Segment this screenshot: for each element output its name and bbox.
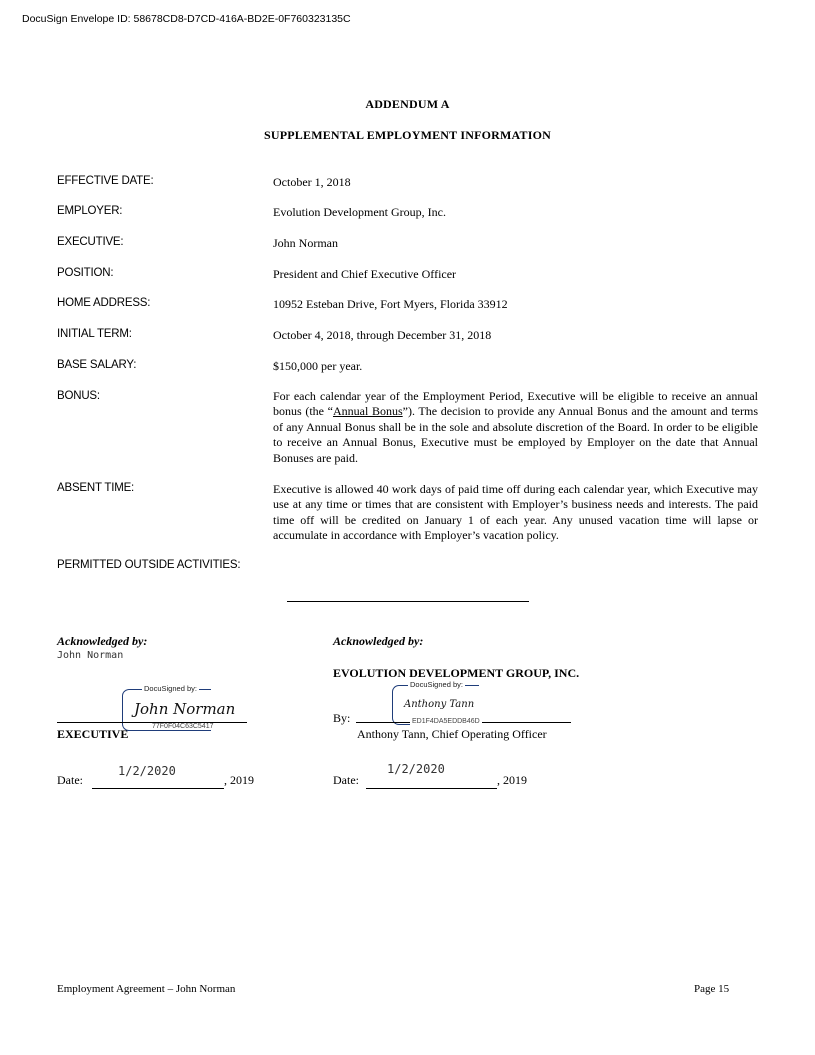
home-address-label: HOME ADDRESS:: [57, 297, 151, 309]
left-printed-name: John Norman: [57, 650, 124, 661]
permitted-outside-label: PERMITTED OUTSIDE ACTIVITIES:: [57, 559, 241, 571]
initial-term-value: October 4, 2018, through December 31, 2018: [273, 328, 492, 342]
executive-role-label: EXECUTIVE: [57, 727, 129, 741]
left-year-suffix: , 2019: [224, 773, 254, 787]
bonus-paragraph: [273, 389, 758, 466]
left-signature: John Norman: [134, 700, 236, 718]
effective-date-value: October 1, 2018: [273, 175, 351, 189]
employer-label: EMPLOYER:: [57, 205, 123, 217]
left-signature-id: 77F0F04C63C5417: [152, 723, 214, 730]
executive-label: EXECUTIVE:: [57, 236, 124, 248]
footer-page-number: Page 15: [694, 983, 730, 995]
position-value: President and Chief Executive Officer: [273, 267, 457, 281]
bonus-label: BONUS:: [57, 390, 100, 402]
executive-value: John Norman: [273, 236, 338, 250]
bonus-text-pre: For each calendar year of the Employment Period, Executive will be eligible to receive an annual bonus (the “: [273, 389, 758, 419]
absent-time-paragraph: Executive is allowed 40 work days of paid time off during each calendar year, which Executive may use at any time or times that are consistent with Employer’s business needs and interests. The paid time off will be credited on January 1 of each year. Any unused vacation time will lapse or accumulate in accordance with Employer’s vacation policy.: [273, 482, 758, 543]
effective-date-label: EFFECTIVE DATE:: [57, 175, 154, 187]
by-label: By:: [333, 711, 351, 725]
right-acknowledged-label: Acknowledged by:: [333, 634, 424, 648]
absent-time-label: ABSENT TIME:: [57, 482, 135, 494]
permitted-outside-line: [287, 601, 529, 602]
left-docusigned-label: DocuSigned by:: [144, 684, 197, 693]
home-address-value: 10952 Esteban Drive, Fort Myers, Florida 33912: [273, 297, 508, 311]
right-signature: Anthony Tann: [404, 699, 475, 710]
position-label: POSITION:: [57, 267, 114, 279]
left-date-value: 1/2/2020: [118, 764, 176, 778]
right-signer-name: Anthony Tann, Chief Operating Officer: [357, 727, 547, 741]
bonus-text-post: ”). The decision to provide any Annual Bonus and the amount and terms of any Annual Bonus shall be in the sole and absolute discretion of the Board. In order to be eligible to receive an Annual Bonus, Executive must be employed by Employer on the date that Annual Bonuses are paid.: [273, 404, 759, 465]
left-date-line: [92, 788, 224, 789]
right-signature-id: ED1F4DA5EDDB46D: [412, 718, 480, 725]
footer-title: Employment Agreement – John Norman: [57, 983, 236, 995]
document-subtitle: SUPPLEMENTAL EMPLOYMENT INFORMATION: [263, 128, 551, 142]
document-title: ADDENDUM A: [365, 97, 450, 111]
right-date-value: 1/2/2020: [387, 762, 445, 776]
left-acknowledged-label: Acknowledged by:: [57, 634, 148, 648]
initial-term-label: INITIAL TERM:: [57, 328, 132, 340]
right-year-suffix: , 2019: [497, 773, 527, 787]
right-date-label: Date:: [333, 773, 359, 787]
left-date-label: Date:: [57, 773, 83, 787]
docusign-envelope-id: DocuSign Envelope ID: 58678CD8-D7CD-416A-BD2E-0F760323135C: [22, 13, 351, 25]
bonus-defined-term: Annual Bonus: [332, 404, 403, 419]
employer-value: Evolution Development Group, Inc.: [273, 205, 446, 219]
right-date-line: [366, 788, 497, 789]
base-salary-value: $150,000 per year.: [273, 359, 363, 373]
right-docusigned-label: DocuSigned by:: [410, 680, 463, 689]
base-salary-label: BASE SALARY:: [57, 359, 137, 371]
company-name: EVOLUTION DEVELOPMENT GROUP, INC.: [333, 666, 580, 680]
